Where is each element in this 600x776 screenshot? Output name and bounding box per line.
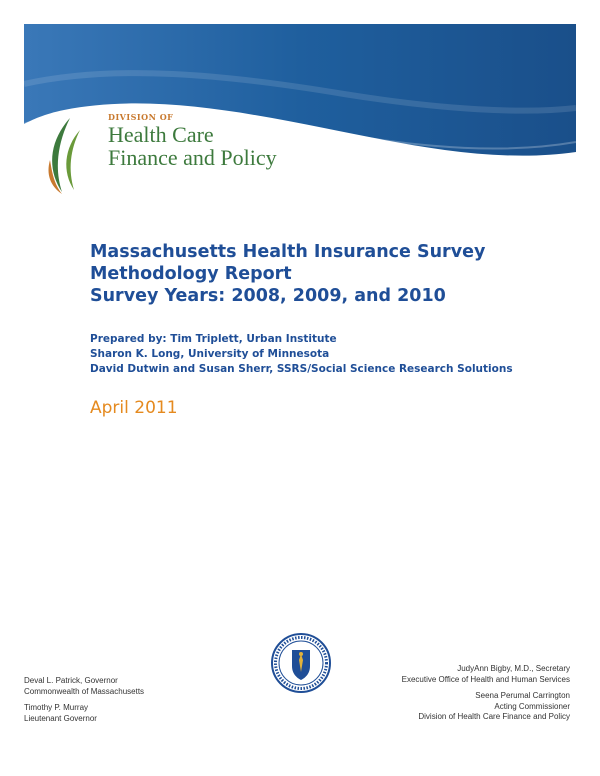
- division-name: Division of Health Care Finance and Policy: [418, 712, 570, 721]
- executive-office: Executive Office of Health and Human Services: [401, 674, 570, 684]
- logo-line-2: Finance and Policy: [108, 145, 277, 170]
- division-logo-text: [108, 112, 277, 169]
- title-line-3: Survey Years: 2008, 2009, and 2010: [90, 286, 446, 306]
- footer-right: [402, 664, 570, 723]
- report-title: [90, 241, 570, 307]
- prepared-line-1: Prepared by: Tim Triplett, Urban Institute: [90, 333, 337, 345]
- commonwealth: Commonwealth of Massachusetts: [24, 686, 145, 696]
- massachusetts-seal-icon: [270, 632, 332, 694]
- report-date: April 2011: [90, 398, 178, 418]
- lt-governor-title: Lieutenant Governor: [24, 713, 97, 723]
- footer-left: [24, 676, 144, 724]
- title-line-1: Massachusetts Health Insurance Survey: [90, 242, 486, 262]
- lt-governor-name: Timothy P. Murray: [24, 703, 89, 712]
- title-line-2: Methodology Report: [90, 264, 292, 284]
- prepared-line-3: David Dutwin and Susan Sherr, SSRS/Social Science Research Solutions: [90, 363, 513, 375]
- prepared-by: [90, 332, 570, 377]
- commissioner-title: Acting Commissioner: [494, 701, 570, 711]
- governor-name: Deval L. Patrick, Governor: [24, 676, 118, 685]
- secretary-name: JudyAnn Bigby, M.D., Secretary: [457, 664, 570, 673]
- prepared-line-2: Sharon K. Long, University of Minnesota: [90, 348, 330, 360]
- logo-division-of: DIVISION OF: [108, 112, 174, 122]
- commissioner-name: Seena Perumal Carrington: [475, 691, 570, 700]
- logo-line-1: Health Care: [108, 122, 214, 147]
